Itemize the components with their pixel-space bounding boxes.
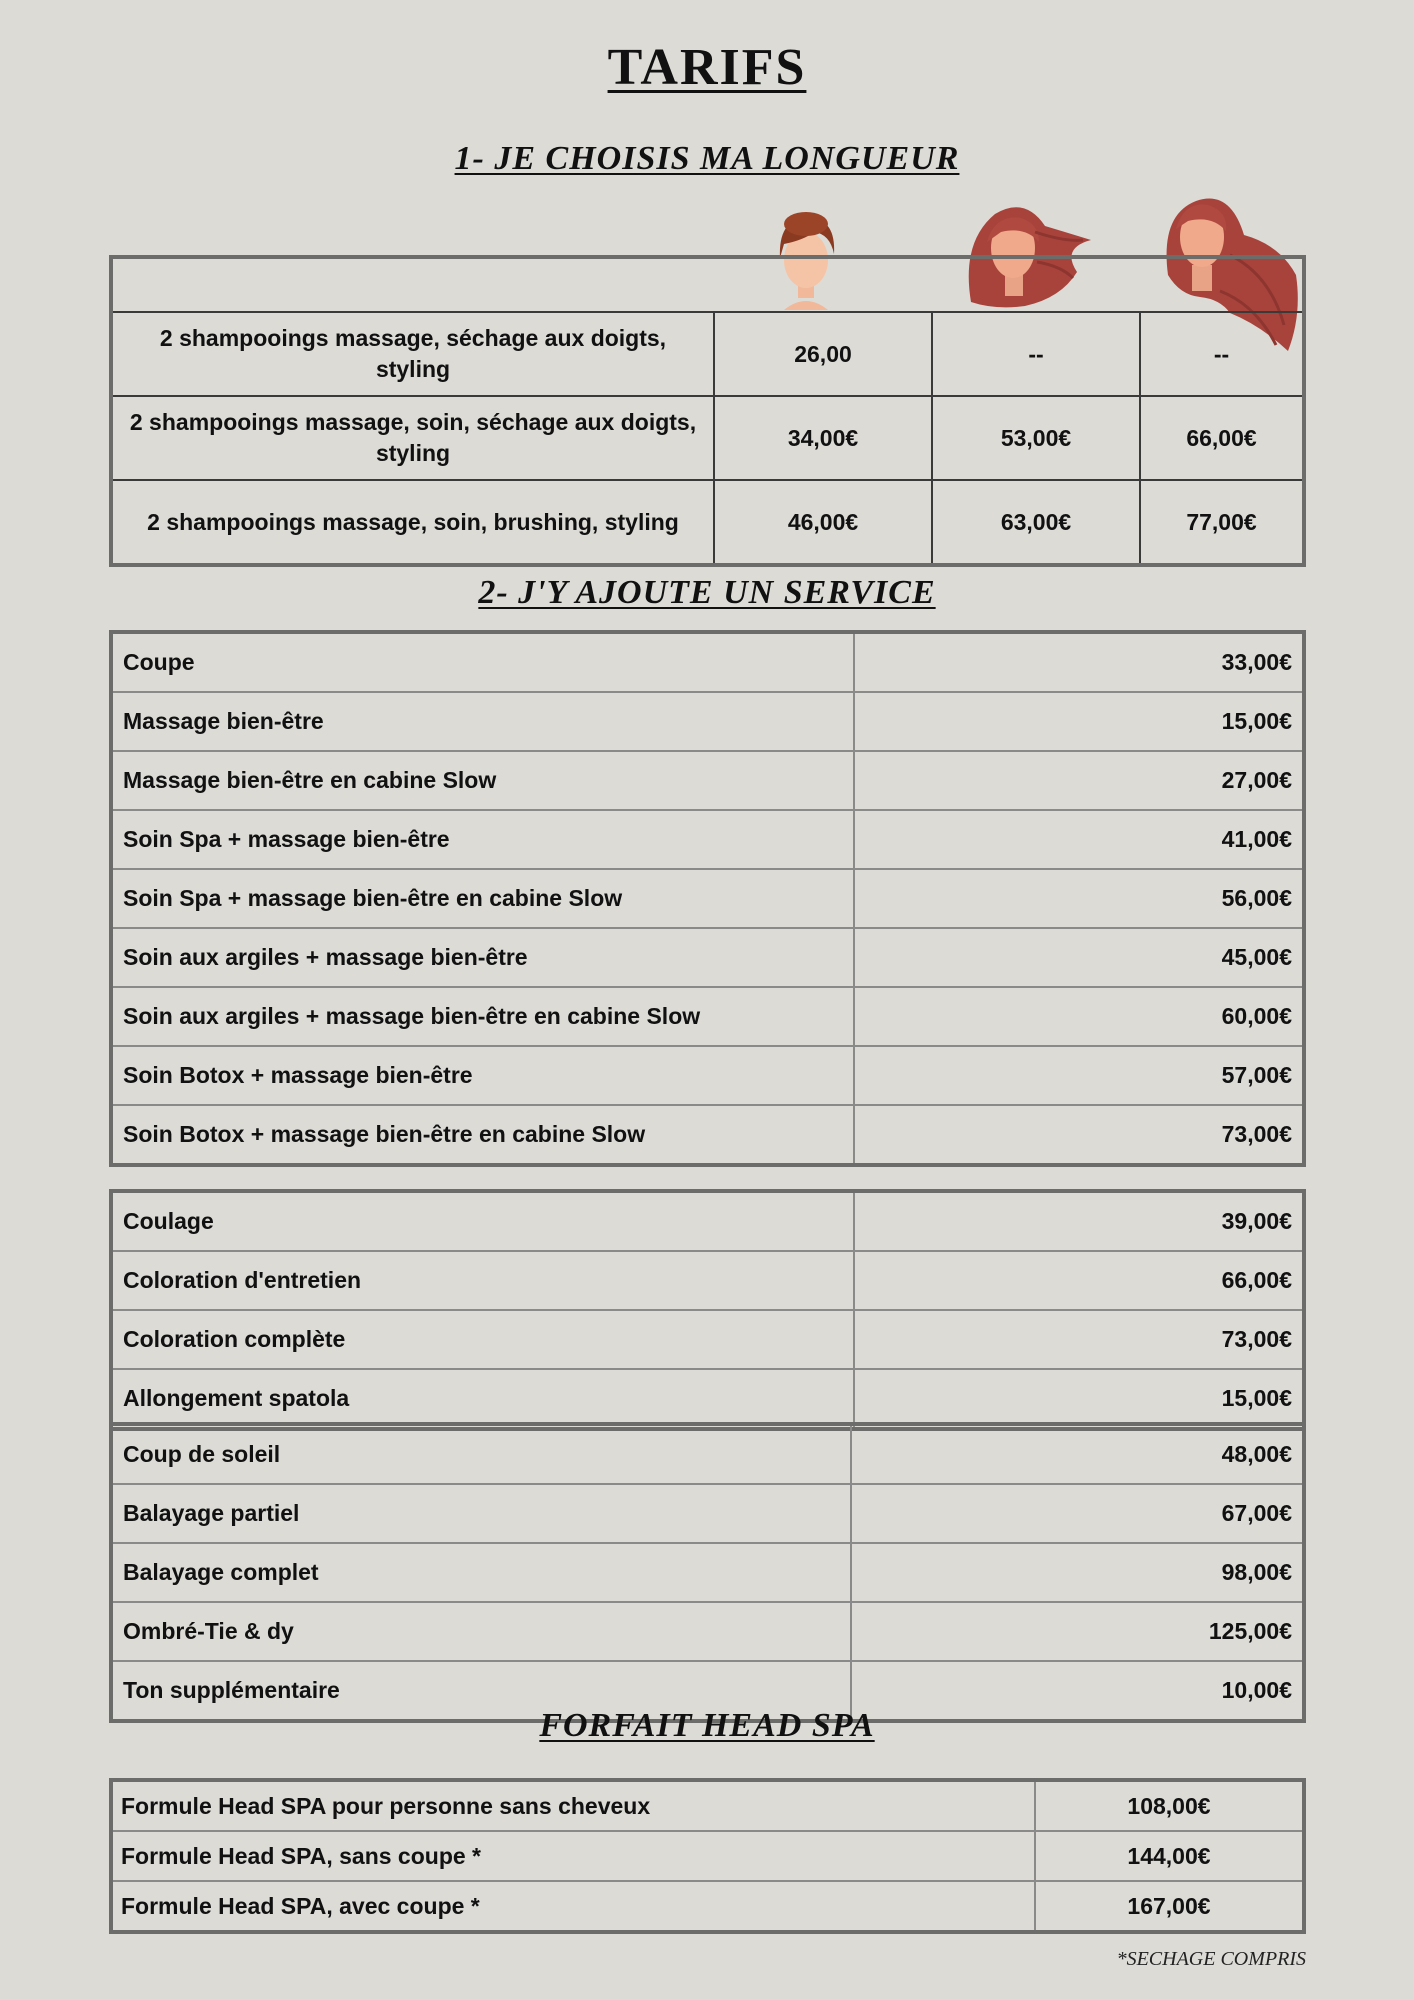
service-name: Soin aux argiles + massage bien-être en cabine Slow	[111, 987, 854, 1046]
price-short: 26,00	[714, 312, 932, 396]
price-long: 77,00€	[1140, 480, 1304, 565]
table-row	[111, 1424, 1304, 1484]
service-name: Balayage complet	[111, 1543, 851, 1602]
table-row	[111, 1369, 1304, 1429]
service-price: 98,00€	[851, 1543, 1304, 1602]
table-row	[111, 1602, 1304, 1661]
price-short: 46,00€	[714, 480, 932, 565]
service-name: Massage bien-être en cabine Slow	[111, 751, 854, 810]
service-name: Massage bien-être	[111, 692, 854, 751]
service-name: Ombré-Tie & dy	[111, 1602, 851, 1661]
service-name: Ton supplémentaire	[111, 1661, 851, 1721]
service-price: 108,00€	[1035, 1780, 1304, 1831]
service-price: 45,00€	[854, 928, 1304, 987]
table-row	[111, 632, 1304, 692]
table-header-row	[111, 257, 1304, 312]
table-row	[111, 928, 1304, 987]
service-name: Balayage partiel	[111, 1484, 851, 1543]
length-price-table	[109, 255, 1306, 567]
service-name: Coulage	[111, 1191, 854, 1251]
table-row	[111, 751, 1304, 810]
table-row	[111, 869, 1304, 928]
lightening-services-table	[109, 1422, 1306, 1723]
section-heading-service: 2- J'Y AJOUTE UN SERVICE	[478, 574, 936, 611]
section-heading-head-spa: FORFAIT HEAD SPA	[539, 1707, 875, 1744]
care-services-table	[109, 630, 1306, 1167]
table-row	[111, 1046, 1304, 1105]
color-services-table	[109, 1189, 1306, 1431]
service-name: Coloration complète	[111, 1310, 854, 1369]
table-row	[111, 1310, 1304, 1369]
table-row	[111, 1105, 1304, 1165]
service-price: 39,00€	[854, 1191, 1304, 1251]
section-heading-length: 1- JE CHOISIS MA LONGUEUR	[454, 140, 960, 177]
service-name: Coloration d'entretien	[111, 1251, 854, 1310]
service-label: 2 shampooings massage, soin, séchage aux doigts, styling	[111, 396, 714, 480]
table-row	[111, 1831, 1304, 1881]
service-price: 15,00€	[854, 692, 1304, 751]
footnote: *SECHAGE COMPRIS	[1116, 1948, 1306, 1970]
table-row	[111, 1484, 1304, 1543]
service-name: Soin Spa + massage bien-être en cabine Slow	[111, 869, 854, 928]
service-price: 33,00€	[854, 632, 1304, 692]
service-price: 27,00€	[854, 751, 1304, 810]
price-short: 34,00€	[714, 396, 932, 480]
service-price: 10,00€	[851, 1661, 1304, 1721]
page-title: TARIFS	[607, 39, 807, 96]
table-row	[111, 1543, 1304, 1602]
head-spa-table	[109, 1778, 1306, 1934]
price-medium: 53,00€	[932, 396, 1140, 480]
service-price: 66,00€	[854, 1251, 1304, 1310]
service-name: Soin aux argiles + massage bien-être	[111, 928, 854, 987]
price-medium: --	[932, 312, 1140, 396]
table-row	[111, 1881, 1304, 1932]
service-name: Soin Spa + massage bien-être	[111, 810, 854, 869]
price-medium: 63,00€	[932, 480, 1140, 565]
service-price: 56,00€	[854, 869, 1304, 928]
service-price: 60,00€	[854, 987, 1304, 1046]
service-label: 2 shampooings massage, séchage aux doigts, styling	[111, 312, 714, 396]
table-row	[111, 1191, 1304, 1251]
service-name: Formule Head SPA, avec coupe *	[111, 1881, 1035, 1932]
table-row	[111, 480, 1304, 565]
service-name: Soin Botox + massage bien-être en cabine Slow	[111, 1105, 854, 1165]
table-row	[111, 312, 1304, 396]
price-long: --	[1140, 312, 1304, 396]
table-row	[111, 692, 1304, 751]
table-row	[111, 396, 1304, 480]
service-label: 2 shampooings massage, soin, brushing, styling	[111, 480, 714, 565]
service-name: Coupe	[111, 632, 854, 692]
service-name: Soin Botox + massage bien-être	[111, 1046, 854, 1105]
service-price: 167,00€	[1035, 1881, 1304, 1932]
service-price: 15,00€	[854, 1369, 1304, 1429]
service-price: 73,00€	[854, 1105, 1304, 1165]
service-price: 48,00€	[851, 1424, 1304, 1484]
table-row	[111, 1251, 1304, 1310]
table-row	[111, 1780, 1304, 1831]
service-price: 144,00€	[1035, 1831, 1304, 1881]
service-price: 57,00€	[854, 1046, 1304, 1105]
table-row	[111, 987, 1304, 1046]
price-long: 66,00€	[1140, 396, 1304, 480]
service-price: 73,00€	[854, 1310, 1304, 1369]
service-name: Formule Head SPA pour personne sans cheveux	[111, 1780, 1035, 1831]
service-name: Allongement spatola	[111, 1369, 854, 1429]
service-name: Coup de soleil	[111, 1424, 851, 1484]
service-price: 41,00€	[854, 810, 1304, 869]
service-name: Formule Head SPA, sans coupe *	[111, 1831, 1035, 1881]
service-price: 67,00€	[851, 1484, 1304, 1543]
service-price: 125,00€	[851, 1602, 1304, 1661]
table-row	[111, 810, 1304, 869]
